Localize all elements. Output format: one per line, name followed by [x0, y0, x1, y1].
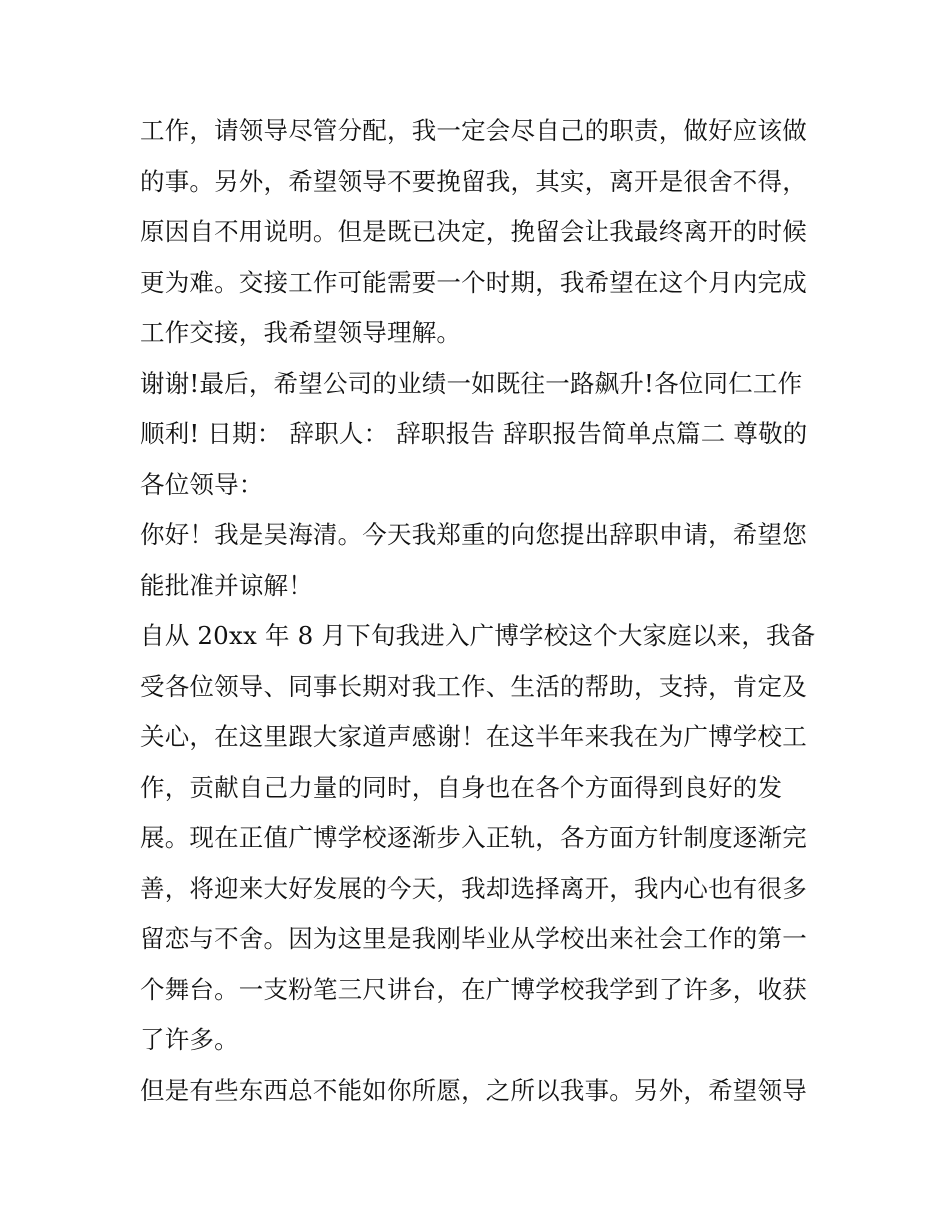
- text-line: 自从 20xx 年 8 月下旬我进入广博学校这个大家庭以来，我备: [140, 621, 816, 650]
- text-line: 顺利! 日期： 辞职人： 辞职报告 辞职报告简单点篇二 尊敬的: [140, 419, 808, 448]
- text-line: 关心，在这里跟大家道声感谢！在这半年来我在为广博学校工: [140, 722, 807, 751]
- text-line: 展。现在正值广博学校逐渐步入正轨，各方面方针制度逐渐完: [140, 823, 807, 852]
- text-line: 了许多。: [140, 1025, 239, 1054]
- text-line: 谢谢!最后，希望公司的业绩一如既往一路飙升!各位同仁工作: [140, 368, 803, 398]
- text-line: 受各位领导、同事长期对我工作、生活的帮助，支持，肯定及: [140, 671, 807, 701]
- text-line: 你好！我是吴海清。今天我郑重的向您提出辞职申请，希望您: [140, 520, 807, 549]
- text-line: 善，将迎来大好发展的今天，我却选择离开，我内心也有很多: [140, 873, 807, 903]
- text-line: 各位领导：: [140, 469, 264, 499]
- text-line: 但是有些东西总不能如你所愿，之所以我事。另外，希望领导: [140, 1075, 807, 1105]
- text-line: 的事。另外，希望领导不要挽留我，其实，离开是很舍不得，: [140, 166, 807, 196]
- document-body: [140, 106, 820, 1116]
- text-line: 工作，请领导尽管分配，我一定会尽自己的职责，做好应该做: [140, 116, 807, 145]
- text-line: 作，贡献自己力量的同时，自身也在各个方面得到良好的发: [140, 772, 783, 802]
- text-line: 更为难。交接工作可能需要一个时期，我希望在这个月内完成: [140, 267, 807, 297]
- text-line: 原因自不用说明。但是既已决定，挽留会让我最终离开的时候: [140, 217, 807, 246]
- text-line: 能批准并谅解！: [140, 570, 313, 600]
- text-line: 工作交接，我希望领导理解。: [140, 318, 462, 347]
- text-line: 留恋与不舍。因为这里是我刚毕业从学校出来社会工作的第一: [140, 924, 807, 953]
- text-line: 个舞台。一支粉笔三尺讲台，在广博学校我学到了许多，收获: [140, 974, 807, 1004]
